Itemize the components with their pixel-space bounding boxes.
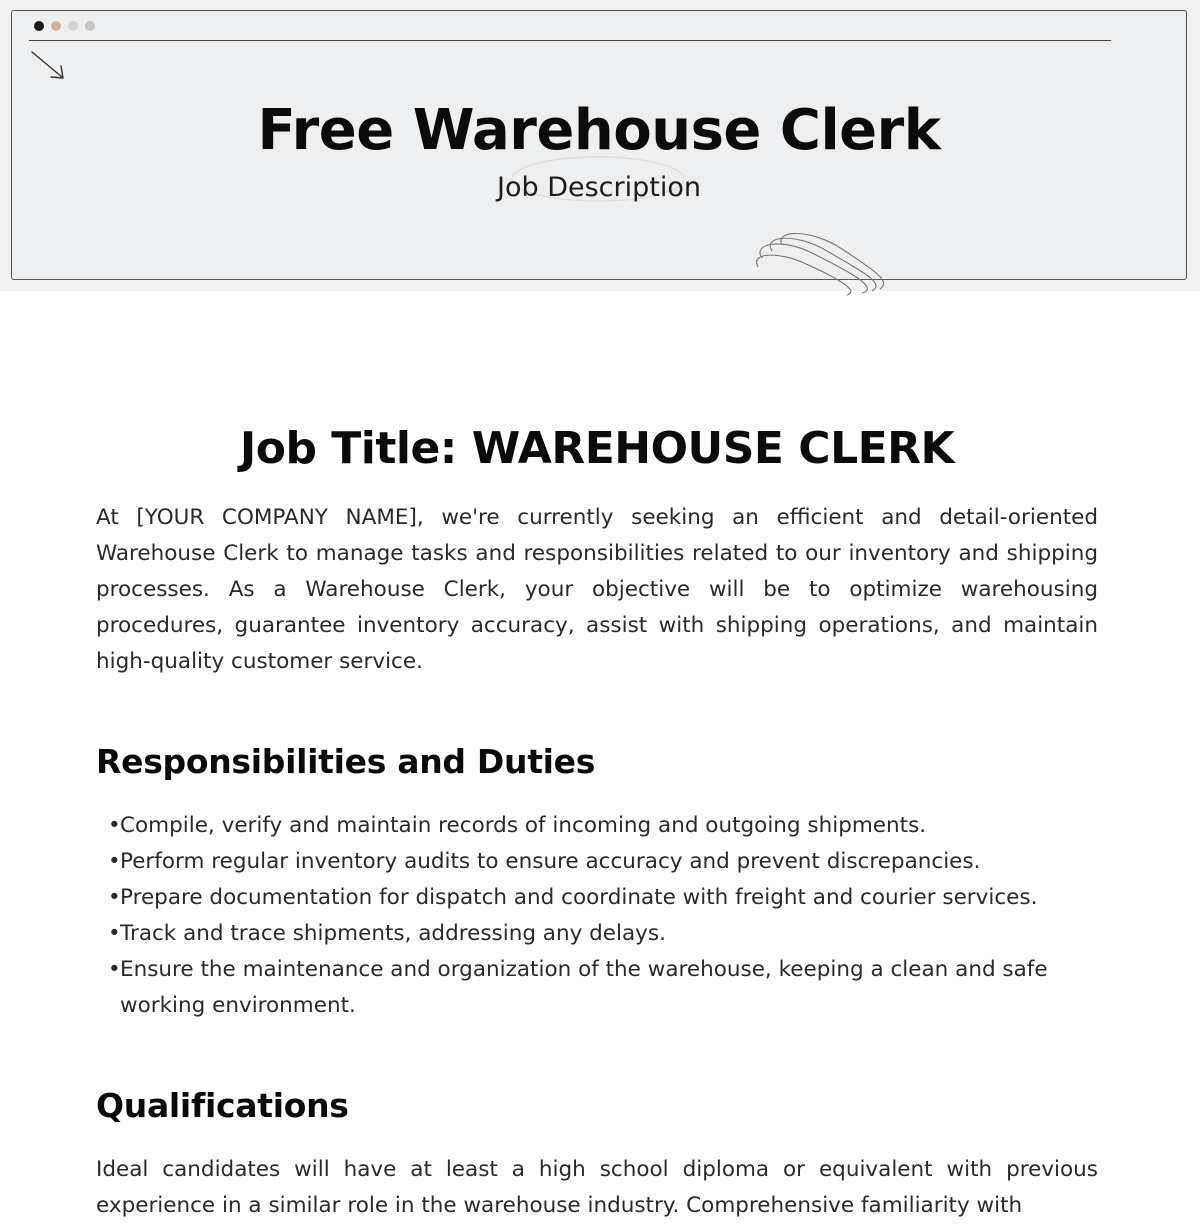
arrow-doodle-icon (29, 49, 69, 83)
bullet-icon: • (108, 813, 121, 838)
window-dot-2 (51, 21, 61, 31)
list-item-text: Track and trace shipments, addressing any delays. (120, 921, 666, 946)
scribble-doodle-icon (752, 223, 892, 283)
intro-paragraph: At [YOUR COMPANY NAME], we're currently seeking an efficient and detail-oriented Warehouse Clerk to manage tasks and responsibilities related to our inventory and shipping processes. As a Warehouse Clerk, your objective will be to optimize warehousing procedures, guarantee inventory accuracy, assist with shipping operations, and maintain high-quality customer service. (96, 505, 1098, 674)
window-dot-3 (68, 21, 78, 31)
qualifications-heading: Qualifications (96, 1086, 349, 1125)
window-dot-1 (34, 21, 44, 31)
bullet-icon: • (108, 885, 121, 910)
list-item (108, 916, 1098, 952)
list-item-text: Ensure the maintenance and organization of the warehouse, keeping a clean and safe working environment. (120, 957, 1048, 1018)
qualifications-paragraph: Ideal candidates will have at least a high school diploma or equivalent with previous experience in a similar role in the warehouse industry. Comprehensive familiarity with (96, 1157, 1098, 1218)
banner-divider (29, 40, 1111, 41)
list-item (108, 952, 1098, 1024)
responsibilities-heading: Responsibilities and Duties (96, 742, 596, 781)
banner-window-frame (11, 10, 1187, 280)
window-dot-4 (85, 21, 95, 31)
window-dots (34, 21, 95, 31)
header-banner (0, 0, 1200, 291)
banner-title: Free Warehouse Clerk (257, 98, 941, 163)
list-item (108, 844, 1098, 880)
list-item (108, 880, 1098, 916)
bullet-icon: • (108, 849, 121, 874)
list-item (108, 808, 1098, 844)
job-title-heading: Job Title: WAREHOUSE CLERK (239, 423, 955, 474)
list-item-text: Compile, verify and maintain records of incoming and outgoing shipments. (120, 813, 927, 838)
list-item-text: Perform regular inventory audits to ensure accuracy and prevent discrepancies. (120, 849, 981, 874)
bullet-icon: • (108, 921, 121, 946)
responsibilities-list (96, 808, 1098, 1024)
document-body (96, 420, 1098, 1224)
banner-subtitle: Job Description (497, 172, 701, 203)
list-item-text: Prepare documentation for dispatch and coordinate with freight and courier services. (120, 885, 1038, 910)
bullet-icon: • (108, 957, 121, 982)
